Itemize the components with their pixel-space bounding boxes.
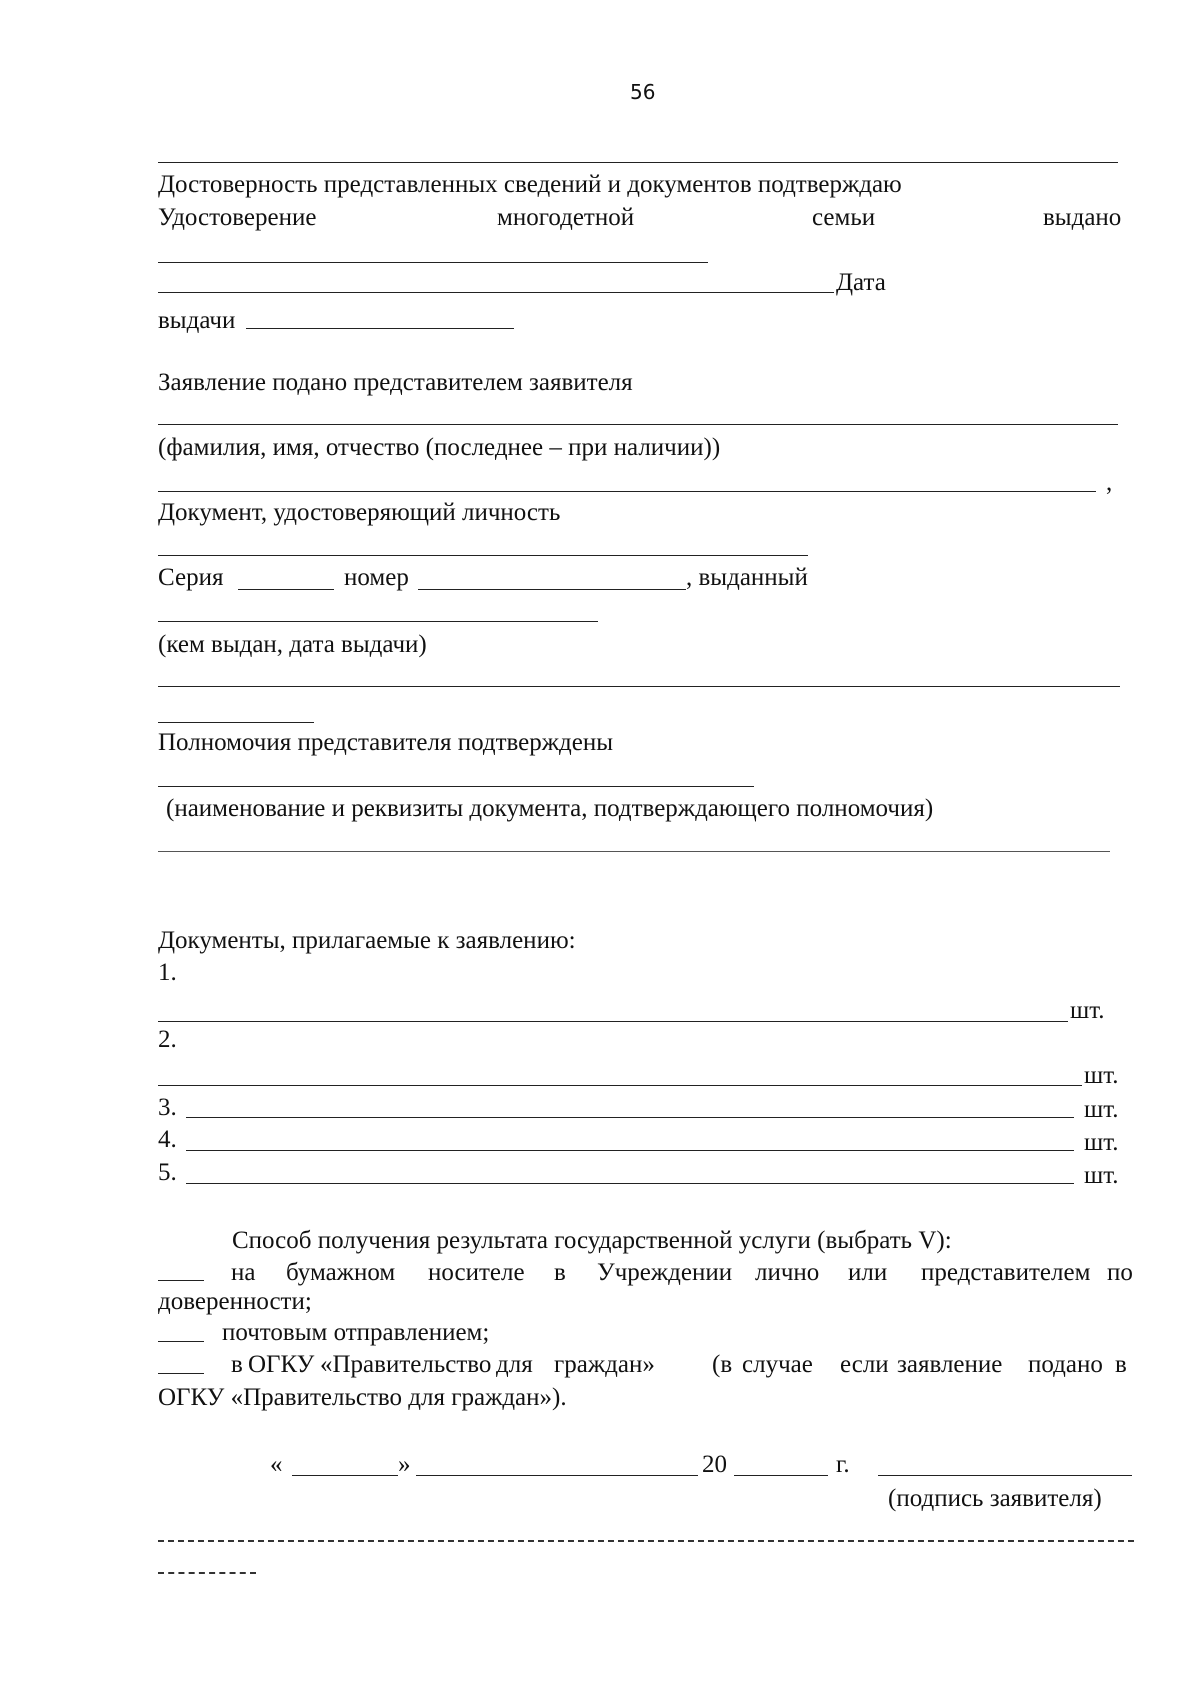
issued-caption: (кем выдан, дата выдачи) <box>158 631 427 658</box>
attachment-1-field[interactable] <box>158 1021 1068 1022</box>
issued-by-field[interactable] <box>158 621 598 622</box>
option-3-checkbox[interactable] <box>158 1373 204 1374</box>
opt1-word-8: представителем <box>921 1259 1091 1286</box>
opt1-word-6: лично <box>755 1259 820 1286</box>
id-doc-field[interactable] <box>158 555 808 556</box>
date-open-quote: « <box>270 1451 283 1478</box>
top-rule <box>158 162 1118 163</box>
powers-field-2[interactable] <box>158 851 1110 852</box>
attachment-5-unit: шт. <box>1084 1162 1119 1189</box>
issue-date-label: Дата <box>836 269 886 296</box>
signature-caption: (подпись заявителя) <box>888 1485 1102 1512</box>
representative-fio-field[interactable] <box>158 424 1118 425</box>
attachment-1-num: 1. <box>158 959 177 986</box>
year-field[interactable] <box>734 1475 828 1476</box>
cert-word-3: семьи <box>812 204 876 231</box>
opt1-word-3: носителе <box>428 1259 525 1286</box>
opt3-word-8: если <box>840 1351 889 1378</box>
day-field[interactable] <box>292 1475 398 1476</box>
cert-word-4: выдано <box>1043 204 1122 231</box>
opt1-word-7: или <box>848 1259 888 1286</box>
opt1-word-1: на <box>231 1259 256 1286</box>
attachment-2-unit: шт. <box>1084 1062 1119 1089</box>
cert-issuer-field[interactable] <box>158 262 708 263</box>
opt3-word-5: граждан» <box>554 1351 655 1378</box>
powers-label: Полномочия представителя подтверждены <box>158 729 614 756</box>
number-label: номер <box>344 564 409 591</box>
attachment-5-field[interactable] <box>186 1183 1074 1184</box>
attachment-3-field[interactable] <box>186 1117 1074 1118</box>
opt3-word-7: случае <box>742 1351 813 1378</box>
cert-issuer-field-2[interactable] <box>158 292 834 293</box>
signature-field[interactable] <box>878 1475 1132 1476</box>
fio-caption: (фамилия, имя, отчество (последнее – при наличии)) <box>158 434 721 461</box>
attachment-3-unit: шт. <box>1084 1096 1119 1123</box>
attachment-4-field[interactable] <box>186 1150 1074 1151</box>
attachment-2-field[interactable] <box>158 1085 1082 1086</box>
series-label: Серия <box>158 564 224 591</box>
opt1-word-4: в <box>554 1259 566 1286</box>
opt3-word-9: заявление <box>897 1351 1003 1378</box>
attachment-4-unit: шт. <box>1084 1129 1119 1156</box>
fio-comma: , <box>1106 469 1113 496</box>
issue-date-field[interactable] <box>246 328 514 329</box>
year-suffix: г. <box>836 1451 850 1478</box>
attachments-heading: Документы, прилагаемые к заявлению: <box>158 927 576 954</box>
issued-by-field-2[interactable] <box>158 686 1120 687</box>
opt3-word-10: подано <box>1028 1351 1103 1378</box>
powers-caption: (наименование и реквизиты документа, подтверждающего полномочия) <box>166 795 934 822</box>
year-prefix: 20 <box>702 1451 727 1478</box>
attachment-5-num: 5. <box>158 1159 177 1186</box>
issue-date-label-2: выдачи <box>158 307 236 334</box>
opt3-word-1: в <box>231 1351 243 1378</box>
option-2-checkbox[interactable] <box>158 1341 204 1342</box>
opt3-word-4: для <box>496 1351 533 1378</box>
opt3-word-2: ОГКУ <box>248 1351 315 1378</box>
id-doc-label: Документ, удостоверяющий личность <box>158 499 561 526</box>
powers-field[interactable] <box>158 786 754 787</box>
representative-heading: Заявление подано представителем заявителя <box>158 369 633 396</box>
number-field[interactable] <box>418 589 686 590</box>
attachment-4-num: 4. <box>158 1126 177 1153</box>
issued-label: , выданный <box>686 564 808 591</box>
opt3-word-3: «Правительство <box>320 1351 492 1378</box>
option-3-line-2: ОГКУ «Правительство для граждан»). <box>158 1384 567 1411</box>
date-close-quote: » <box>398 1451 411 1478</box>
month-field[interactable] <box>416 1475 698 1476</box>
option-1-line-2: доверенности; <box>158 1288 312 1315</box>
series-field[interactable] <box>238 589 334 590</box>
attachment-2-num: 2. <box>158 1026 177 1053</box>
attachment-1-unit: шт. <box>1070 997 1105 1024</box>
cert-word-1: Удостоверение <box>158 204 317 231</box>
opt3-word-11: в <box>1115 1351 1127 1378</box>
option-1-checkbox[interactable] <box>158 1280 204 1281</box>
delivery-heading: Способ получения результата государственной услуги (выбрать V): <box>232 1227 952 1254</box>
opt3-word-6: (в <box>712 1351 733 1378</box>
representative-fio-field-2[interactable] <box>158 491 1096 492</box>
confirmation-statement: Достоверность представленных сведений и документов подтверждаю <box>158 171 902 198</box>
opt1-word-9: по <box>1107 1259 1133 1286</box>
opt1-word-5: Учреждении <box>597 1259 733 1286</box>
attachment-3-num: 3. <box>158 1094 177 1121</box>
page-number: 56 <box>630 80 656 104</box>
opt1-word-2: бумажном <box>286 1259 396 1286</box>
cut-line-2 <box>158 1572 256 1574</box>
cut-line <box>158 1540 1134 1542</box>
issued-by-field-3[interactable] <box>158 722 314 723</box>
cert-word-2: многодетной <box>497 204 635 231</box>
option-2-label: почтовым отправлением; <box>222 1319 490 1346</box>
